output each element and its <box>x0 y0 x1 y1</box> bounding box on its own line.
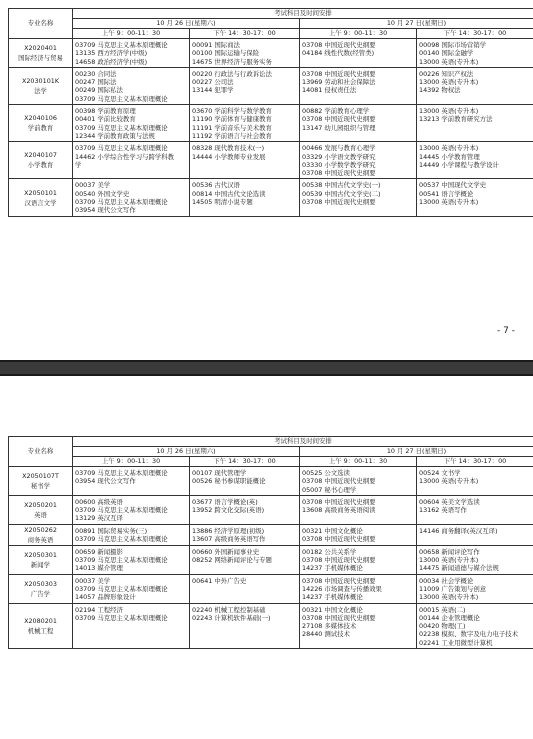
major-name: 法学 <box>34 86 47 95</box>
exam-slot-d1am <box>73 142 190 179</box>
major-row <box>9 574 533 603</box>
header-d1-am: 上午 9：00-11：30 <box>73 457 190 467</box>
course-entry: 03329 小学语文教学研究 <box>302 152 376 161</box>
header-major: 专业名称 <box>9 437 73 467</box>
exam-slot-d2am <box>300 467 417 496</box>
exam-slot-d1pm <box>190 574 300 603</box>
course-entry: 00891 国际贸易实务(三) <box>75 526 148 535</box>
exam-slot-d2pm <box>417 524 533 545</box>
course-entry: 14237 手机媒体概论 <box>302 593 363 602</box>
course-entry: 11190 学前体育与健康教育 <box>192 115 272 124</box>
exam-slot-d1am <box>73 39 190 68</box>
course-entry: 学 <box>75 160 82 169</box>
course-entry: 00247 国际法 <box>75 78 117 87</box>
course-entry: 02240 机械工程控制基础 <box>192 605 266 614</box>
course-entry: 14444 小学教师专业发展 <box>192 152 266 161</box>
course-entry: 02238 模拟、数字及电力电子技术 <box>419 630 519 639</box>
header-d2-pm: 下午 14：30-17：00 <box>417 457 533 467</box>
major-code: X2080201 <box>24 616 57 625</box>
course-entry: 13000 英语(专升本) <box>419 198 479 207</box>
major-cell <box>9 574 73 603</box>
course-entry: 00526 秘书参谋职能概论 <box>192 477 266 486</box>
major-code: X2040107 <box>24 151 57 160</box>
course-entry: 14013 媒介管理 <box>75 564 123 573</box>
course-entry: 13135 西方经济学(中级) <box>75 49 148 58</box>
course-entry: 03709 马克思主义基本原理概论 <box>75 506 168 515</box>
major-cell <box>9 105 73 142</box>
exam-slot-d2am <box>300 39 417 68</box>
exam-slot-d2pm <box>417 467 533 496</box>
major-code: X2050303 <box>24 579 57 588</box>
major-row <box>9 179 533 216</box>
major-name: 学前教育 <box>27 124 54 133</box>
course-entry: 14237 手机媒体概论 <box>302 564 363 573</box>
course-entry: 03709 马克思主义基本原理概论 <box>75 41 168 49</box>
course-entry: 00604 英美文学选读 <box>419 497 480 506</box>
course-entry: 08328 现代教育技术(一) <box>192 144 265 153</box>
exam-slot-d1am <box>73 67 190 104</box>
course-entry: 13607 高级商务英语写作 <box>192 535 266 544</box>
major-cell <box>9 39 73 68</box>
exam-slot-d2pm <box>417 105 533 142</box>
course-entry: 00420 物理(工) <box>419 622 466 631</box>
major-code: X2050101 <box>24 188 57 197</box>
course-entry: 14057 品牌形象设计 <box>75 593 136 602</box>
course-entry: 28440 测试技术 <box>302 630 350 639</box>
exam-slot-d1am <box>73 105 190 142</box>
major-row <box>9 467 533 496</box>
major-code: X2030101K <box>21 76 60 85</box>
course-entry: 00091 国际商法 <box>192 41 240 49</box>
course-entry: 13000 英语(专升本) <box>419 593 479 602</box>
course-entry: 03708 中国近现代史纲要 <box>302 477 376 486</box>
exam-slot-d1am <box>73 574 190 603</box>
course-entry: 14226 市场调查与传播效果 <box>302 584 382 593</box>
major-row <box>9 524 533 545</box>
course-entry: 03677 语言学概论(英) <box>192 497 258 506</box>
header-d1-pm: 下午 14：30-17：00 <box>190 29 300 39</box>
page-7 <box>0 0 533 360</box>
course-entry: 13608 高级商务英语阅读 <box>302 506 376 515</box>
course-entry: 14658 政治经济学(中级) <box>75 57 148 66</box>
course-entry: 00882 学前教育心理学 <box>302 107 370 116</box>
course-entry: 00140 国际金融学 <box>419 49 474 58</box>
course-entry: 00659 新闻摄影 <box>75 547 123 556</box>
major-cell <box>9 142 73 179</box>
course-entry: 03954 现代公文写作 <box>75 206 136 215</box>
exam-slot-d2am <box>300 179 417 216</box>
course-entry: 13213 学前教育研究方法 <box>419 115 493 124</box>
course-entry: 03709 马克思主义基本原理概论 <box>75 123 168 132</box>
major-name: 商务英语 <box>27 535 54 544</box>
header-top: 考试科目及时间安排 <box>73 437 533 447</box>
course-entry: 13886 经济学原理(初级) <box>192 526 265 535</box>
exam-slot-d2am <box>300 67 417 104</box>
exam-slot-d1am <box>73 179 190 216</box>
course-entry: 03708 中国近现代史纲要 <box>302 169 376 178</box>
exam-slot-d1pm <box>190 545 300 574</box>
course-entry: 02241 工业用微型计算机 <box>419 638 493 647</box>
course-entry: 00401 学前比较教育 <box>75 115 136 124</box>
course-entry: 13000 英语(专升本) <box>419 78 479 87</box>
header-d2-am: 上午 9：00-11：30 <box>300 457 417 467</box>
exam-slot-d1pm <box>190 105 300 142</box>
course-entry: 00227 公司法 <box>192 78 234 87</box>
exam-slot-d2pm <box>417 179 533 216</box>
course-entry: 03709 马克思主义基本原理概论 <box>75 556 168 565</box>
course-entry: 13129 英汉互译 <box>75 514 123 523</box>
exam-slot-d2pm <box>417 603 533 648</box>
course-entry: 03709 马克思主义基本原理概论 <box>75 535 168 544</box>
major-row <box>9 142 533 179</box>
course-entry: 00539 中国古代文学史(二) <box>302 189 381 198</box>
course-entry: 03709 马克思主义基本原理概论 <box>75 469 168 477</box>
exam-slot-d1pm <box>190 495 300 524</box>
major-code: X2050201 <box>24 500 57 509</box>
header-major: 专业名称 <box>9 9 73 39</box>
exam-slot-d2pm <box>417 142 533 179</box>
course-entry: 14445 小学教育管理 <box>419 152 480 161</box>
course-entry: 03708 中国近现代史纲要 <box>302 535 376 544</box>
course-entry: 03709 马克思主义基本原理概论 <box>75 198 168 207</box>
course-entry: 00814 中国古代文论选读 <box>192 189 266 198</box>
header-d2-am: 上午 9：00-11：30 <box>300 29 417 39</box>
course-entry: 00536 古代汉语 <box>192 181 240 190</box>
exam-slot-d2am <box>300 105 417 142</box>
exam-slot-d1am <box>73 467 190 496</box>
exam-slot-d2pm <box>417 495 533 524</box>
exam-slot-d2pm <box>417 574 533 603</box>
course-entry: 03708 中国近现代史纲要 <box>302 556 376 565</box>
course-entry: 00230 合同法 <box>75 69 117 78</box>
major-row <box>9 39 533 68</box>
page-number: - 7 - <box>497 326 515 336</box>
course-entry: 14146 商务翻译(英汉互译) <box>419 526 498 535</box>
course-entry: 08252 网络新闻评论与专题 <box>192 556 272 565</box>
major-row <box>9 105 533 142</box>
major-cell <box>9 603 73 648</box>
course-entry: 03708 中国近现代史纲要 <box>302 613 376 622</box>
major-code: X2020401 <box>24 43 57 52</box>
course-entry: 03708 中国近现代史纲要 <box>302 41 376 49</box>
header-day2: 10 月 27 日(星期日) <box>300 447 533 457</box>
course-entry: 11009 广告策划与创意 <box>419 584 487 593</box>
course-entry: 00641 中外广告史 <box>192 576 247 585</box>
exam-slot-d2am <box>300 603 417 648</box>
major-cell <box>9 179 73 216</box>
course-entry: 00144 企业管理概论 <box>419 613 480 622</box>
exam-schedule-table <box>8 436 533 649</box>
course-entry: 00525 公文选读 <box>302 469 350 477</box>
course-entry: 11192 学前语言与社会教育 <box>192 131 272 140</box>
exam-slot-d1am <box>73 524 190 545</box>
header-day1: 10 月 26 日(星期六) <box>73 447 300 457</box>
course-entry: 03709 马克思主义基本原理概论 <box>75 94 168 103</box>
exam-slot-d1am <box>73 545 190 574</box>
exam-slot-d1pm <box>190 179 300 216</box>
course-entry: 00660 外国新闻事业史 <box>192 547 260 556</box>
header-day2: 10 月 27 日(星期日) <box>300 19 533 29</box>
course-entry: 00182 公共关系学 <box>302 547 357 556</box>
course-entry: 00037 美学 <box>75 576 111 585</box>
course-entry: 03708 中国近现代史纲要 <box>302 115 376 124</box>
course-entry: 14449 小学课程与教学设计 <box>419 160 499 169</box>
course-entry: 13000 英语(专升本) <box>419 107 479 116</box>
course-entry: 13000 英语(专升本) <box>419 556 479 565</box>
course-entry: 13000 英语(专升本) <box>419 477 479 486</box>
course-entry: 00541 语言学概论 <box>419 189 474 198</box>
major-row <box>9 67 533 104</box>
course-entry: 05007 秘书心理学 <box>302 485 357 494</box>
course-entry: 14675 世界经济与服务实务 <box>192 57 272 66</box>
course-entry: 14392 物权法 <box>419 86 461 95</box>
major-cell <box>9 545 73 574</box>
course-entry: 00321 中国文化概论 <box>302 605 363 614</box>
course-entry: 13952 跨文化交际(英语) <box>192 506 265 515</box>
course-entry: 00100 国际运输与保险 <box>192 49 260 58</box>
course-entry: 03708 中国近现代史纲要 <box>302 69 376 78</box>
header-d2-pm: 下午 14：30-17：00 <box>417 29 533 39</box>
course-entry: 11191 学前音乐与美术教育 <box>192 123 272 132</box>
course-entry: 14475 新闻道德与媒介法规 <box>419 564 499 573</box>
exam-slot-d1pm <box>190 524 300 545</box>
course-entry: 12344 学前教育政策与法规 <box>75 131 155 140</box>
major-code: X2050107T <box>22 471 59 480</box>
exam-slot-d2am <box>300 574 417 603</box>
major-name: 广告学 <box>30 589 51 598</box>
major-code: X2050301 <box>24 550 57 559</box>
course-entry: 00107 现代管理学 <box>192 469 247 477</box>
course-entry: 00015 英语(二) <box>419 605 466 614</box>
major-name: 新闻学 <box>30 560 51 569</box>
page-separator <box>0 360 533 376</box>
course-entry: 03708 中国近现代史纲要 <box>302 198 376 207</box>
exam-slot-d1pm <box>190 467 300 496</box>
course-entry: 00538 中国古代文学史(一) <box>302 181 381 190</box>
course-entry: 14081 侵权责任法 <box>302 86 357 95</box>
exam-slot-d1am <box>73 495 190 524</box>
major-code: X2040106 <box>24 114 57 123</box>
course-entry: 00537 中国现代文学史 <box>419 181 487 190</box>
exam-slot-d2am <box>300 545 417 574</box>
course-entry: 03330 小学数学教学研究 <box>302 160 376 169</box>
exam-slot-d2pm <box>417 67 533 104</box>
course-entry: 13969 劳动和社会保障法 <box>302 78 376 87</box>
course-entry: 03709 马克思主义基本原理概论 <box>75 144 168 153</box>
course-entry: 03708 中国近现代史纲要 <box>302 497 376 506</box>
exam-slot-d1pm <box>190 142 300 179</box>
major-name: 秘书学 <box>30 481 51 490</box>
course-entry: 27108 多媒体技术 <box>302 622 357 631</box>
course-entry: 13162 英语写作 <box>419 506 467 515</box>
exam-slot-d2pm <box>417 545 533 574</box>
major-name: 英语 <box>34 510 47 519</box>
major-name: 机械工程 <box>27 626 54 635</box>
course-entry: 13147 幼儿园组织与管理 <box>302 123 376 132</box>
exam-slot-d2pm <box>417 39 533 68</box>
exam-slot-d1pm <box>190 67 300 104</box>
header-d1-pm: 下午 14：30-17：00 <box>190 457 300 467</box>
course-entry: 00226 知识产权法 <box>419 69 474 78</box>
course-entry: 00540 外国文学史 <box>75 189 130 198</box>
exam-slot-d1am <box>73 603 190 648</box>
major-code: X2050262 <box>24 525 57 534</box>
major-name: 国际经济与贸易 <box>18 53 63 62</box>
header-top: 考试科目及时间安排 <box>73 9 533 19</box>
course-entry: 00220 行政法与行政诉讼法 <box>192 69 272 78</box>
course-entry: 00037 美学 <box>75 181 111 190</box>
major-cell <box>9 67 73 104</box>
header-d1-am: 上午 9：00-11：30 <box>73 29 190 39</box>
course-entry: 00398 学前教育原理 <box>75 107 136 116</box>
course-entry: 00034 社会学概论 <box>419 576 474 585</box>
major-name: 汉语言文学 <box>24 198 57 207</box>
course-entry: 14505 明清小说专题 <box>192 198 253 207</box>
course-entry: 00249 国际私法 <box>75 86 123 95</box>
header-day1: 10 月 26 日(星期六) <box>73 19 300 29</box>
major-row <box>9 603 533 648</box>
page-8 <box>0 376 533 739</box>
course-entry: 03954 现代公文写作 <box>75 477 136 486</box>
course-entry: 03709 马克思主义基本原理概论 <box>75 584 168 593</box>
course-entry: 00098 国际市场营销学 <box>419 41 487 49</box>
course-entry: 03709 马克思主义基本原理概论 <box>75 613 168 622</box>
course-entry: 14462 小学综合性学习与跨学科教 <box>75 152 175 161</box>
major-cell <box>9 495 73 524</box>
major-cell <box>9 467 73 496</box>
exam-slot-d2am <box>300 495 417 524</box>
major-row <box>9 495 533 524</box>
course-entry: 02194 工程经济 <box>75 605 123 614</box>
course-entry: 00524 文书学 <box>419 469 461 477</box>
major-row <box>9 545 533 574</box>
exam-slot-d1pm <box>190 603 300 648</box>
course-entry: 13144 犯罪学 <box>192 86 234 95</box>
major-cell <box>9 524 73 545</box>
course-entry: 00466 发展与教育心理学 <box>302 144 376 153</box>
course-entry: 00658 新闻评论写作 <box>419 547 480 556</box>
course-entry: 00600 高级英语 <box>75 497 123 506</box>
major-name: 小学教育 <box>27 161 54 170</box>
course-entry: 03670 学前科学与数学教育 <box>192 107 272 116</box>
course-entry: 00321 中国文化概论 <box>302 526 363 535</box>
exam-slot-d2am <box>300 142 417 179</box>
course-entry: 13000 英语(专升本) <box>419 57 479 66</box>
exam-slot-d1pm <box>190 39 300 68</box>
course-entry: 04184 线性代数(经管类) <box>302 49 375 58</box>
course-entry: 03708 中国近现代史纲要 <box>302 576 376 585</box>
course-entry: 13000 英语(专升本) <box>419 144 479 153</box>
exam-slot-d2am <box>300 524 417 545</box>
exam-schedule-table <box>8 8 533 217</box>
course-entry: 02243 计算机软件基础(一) <box>192 613 271 622</box>
